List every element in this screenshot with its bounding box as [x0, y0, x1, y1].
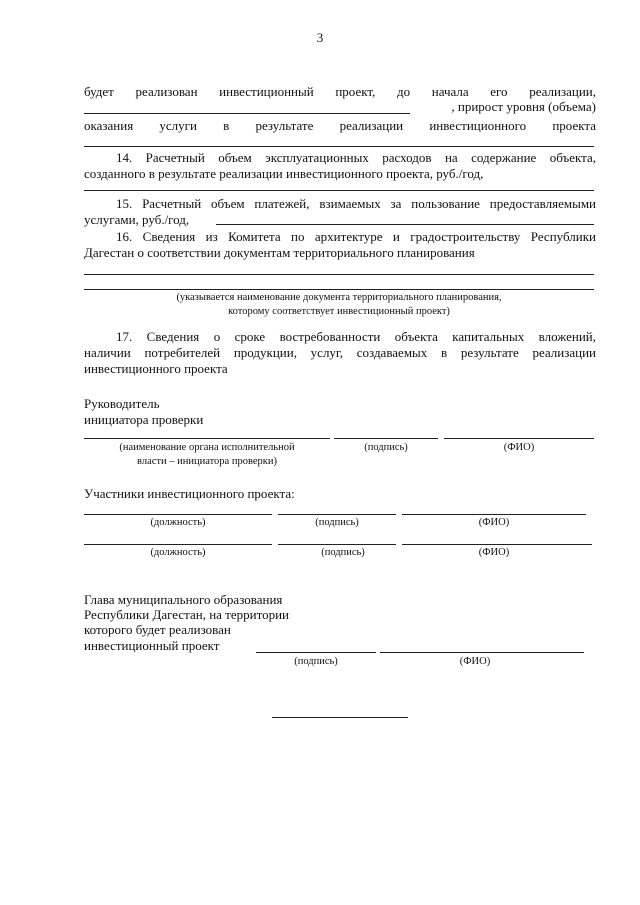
head-signer-line-2: инициатора проверки — [84, 412, 204, 427]
fio-line — [402, 544, 592, 545]
municipal-head-line-2: Республики Дагестан, на территории — [84, 607, 290, 622]
item-17-line-2: наличии потребителей продукции, услуг, создаваемых в результате реализации — [84, 345, 596, 360]
municipal-head-line-4: инвестиционный проект — [84, 638, 220, 653]
caption-signature: (подпись) — [364, 442, 408, 453]
signature-line — [256, 652, 376, 653]
caption-signature: (подпись) — [294, 656, 338, 667]
fill-line — [84, 190, 594, 191]
item-16-line-1: 16. Сведения из Комитета по архитектуре и градостроительству Республики — [116, 229, 596, 244]
item-15-line-1: 15. Расчетный объем платежей, взимаемых за пользование предоставляемыми — [116, 196, 596, 211]
signature-line — [278, 544, 396, 545]
item-17-line-1: 17. Сведения о сроке востребованности объекта капитальных вложений, — [116, 329, 596, 344]
signature-line — [334, 438, 438, 439]
item-17-line-3: инвестиционного проекта — [84, 361, 228, 376]
caption-org-2: власти – инициатора проверки) — [137, 456, 277, 467]
org-signature-line — [84, 438, 330, 439]
caption-position: (должность) — [150, 547, 206, 558]
item-14-line-2: созданного в результате реализации инвестиционного проекта, руб./год, — [84, 166, 484, 181]
caption-fio: (ФИО) — [478, 547, 510, 558]
item-14-line-1: 14. Расчетный объем эксплуатационных расходов на содержание объекта, — [116, 150, 596, 165]
caption-fio: (ФИО) — [459, 656, 491, 667]
fill-line — [84, 289, 594, 290]
fill-line — [84, 113, 410, 114]
signature-line — [278, 514, 396, 515]
fio-line — [380, 652, 584, 653]
fill-line — [84, 146, 594, 147]
position-line — [84, 514, 272, 515]
caption-signature: (подпись) — [321, 547, 365, 558]
fio-line — [402, 514, 586, 515]
caption-position: (должность) — [150, 517, 206, 528]
fill-line — [84, 274, 594, 275]
item-16-caption-2: которому соответствует инвестиционный проект) — [228, 306, 450, 317]
participants-title: Участники инвестиционного проекта: — [84, 486, 295, 501]
intro-line-3: оказания услуги в результате реализации инвестиционного проекта — [84, 118, 596, 133]
municipal-head-line-3: которого будет реализован — [84, 622, 231, 637]
intro-line-2: , прирост уровня (объема) — [451, 99, 596, 114]
head-signer-line-1: Руководитель — [84, 396, 160, 411]
caption-signature: (подпись) — [315, 517, 359, 528]
fio-line — [444, 438, 594, 439]
item-16-line-2: Дагестан о соответствии документам территориального планирования — [84, 245, 475, 260]
item-16-caption-1: (указывается наименование документа территориального планирования, — [176, 292, 502, 303]
closing-separator — [272, 717, 408, 718]
municipal-head-line-1: Глава муниципального образования — [84, 592, 283, 607]
position-line — [84, 544, 272, 545]
page-number: 3 — [316, 30, 324, 45]
caption-fio: (ФИО) — [503, 442, 535, 453]
caption-fio: (ФИО) — [478, 517, 510, 528]
caption-org-1: (наименование органа исполнительной — [119, 442, 295, 453]
fill-line — [216, 224, 594, 225]
item-15-line-2: услугами, руб./год, — [84, 212, 190, 227]
intro-line-1: будет реализован инвестиционный проект, до начала его реализации, — [84, 84, 596, 99]
